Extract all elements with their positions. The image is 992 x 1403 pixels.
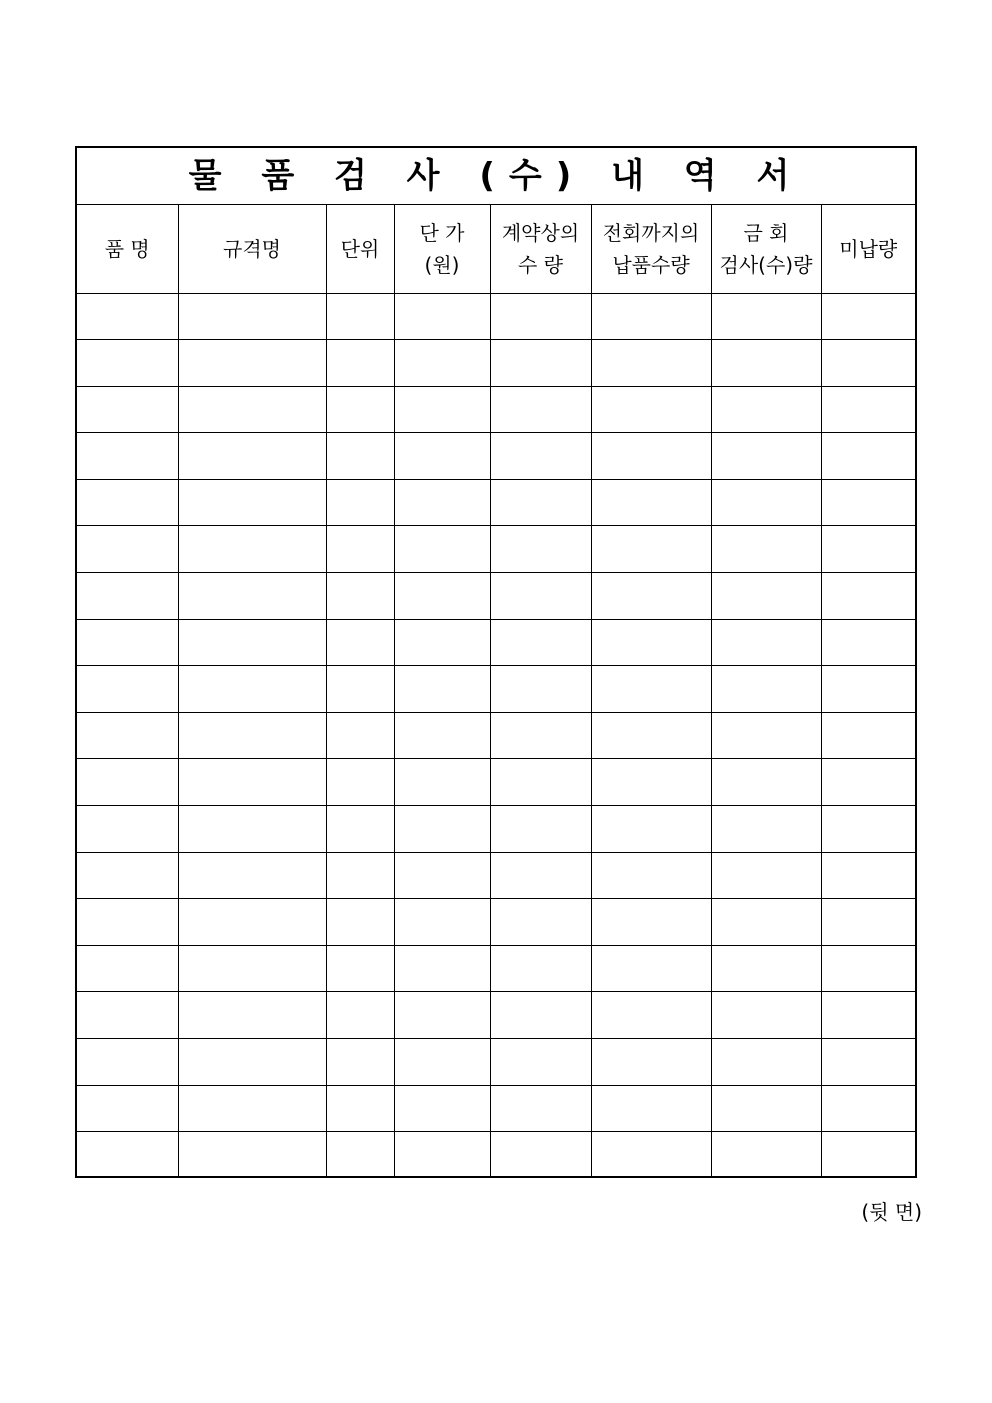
cell-prev-delivered-qty[interactable] (591, 340, 711, 387)
col-header-prev-delivered-qty: 전회까지의 납품수량 (591, 205, 711, 293)
inspection-table (77, 205, 915, 1178)
cell-unit[interactable] (326, 1132, 394, 1179)
cell-unit[interactable] (326, 293, 394, 340)
cell-prev-delivered-qty[interactable] (591, 479, 711, 526)
cell-unit[interactable] (326, 386, 394, 433)
cell-item-name[interactable] (77, 619, 178, 666)
cell-unit[interactable] (326, 899, 394, 946)
cell-spec-name[interactable] (178, 573, 326, 620)
cell-spec-name[interactable] (178, 1132, 326, 1179)
cell-unit[interactable] (326, 992, 394, 1039)
cell-spec-name[interactable] (178, 1085, 326, 1132)
cell-item-name[interactable] (77, 1085, 178, 1132)
cell-unit-price[interactable] (394, 899, 490, 946)
col-header-contract-qty: 계약상의 수 량 (490, 205, 591, 293)
cell-unit[interactable] (326, 526, 394, 573)
cell-unit[interactable] (326, 852, 394, 899)
cell-unit-price[interactable] (394, 479, 490, 526)
col-header-current-inspection-qty: 금 회 검사(수)량 (711, 205, 821, 293)
cell-contract-qty[interactable] (490, 1132, 591, 1179)
table-row (77, 945, 915, 992)
cell-undelivered-qty[interactable] (821, 293, 915, 340)
cell-item-name[interactable] (77, 340, 178, 387)
form-title-row (77, 148, 915, 205)
cell-current-inspection-qty[interactable] (711, 899, 821, 946)
cell-contract-qty[interactable] (490, 619, 591, 666)
cell-item-name[interactable] (77, 712, 178, 759)
table-row (77, 433, 915, 480)
cell-undelivered-qty[interactable] (821, 899, 915, 946)
cell-current-inspection-qty[interactable] (711, 666, 821, 713)
cell-unit-price[interactable] (394, 526, 490, 573)
cell-contract-qty[interactable] (490, 293, 591, 340)
cell-undelivered-qty[interactable] (821, 340, 915, 387)
cell-unit[interactable] (326, 619, 394, 666)
cell-unit[interactable] (326, 1085, 394, 1132)
cell-unit[interactable] (326, 1039, 394, 1086)
cell-undelivered-qty[interactable] (821, 433, 915, 480)
cell-unit-price[interactable] (394, 852, 490, 899)
cell-unit[interactable] (326, 666, 394, 713)
cell-unit[interactable] (326, 759, 394, 806)
table-row (77, 992, 915, 1039)
table-row (77, 1132, 915, 1179)
cell-unit-price[interactable] (394, 573, 490, 620)
cell-prev-delivered-qty[interactable] (591, 945, 711, 992)
cell-item-name[interactable] (77, 806, 178, 853)
cell-item-name[interactable] (77, 1132, 178, 1179)
cell-undelivered-qty[interactable] (821, 479, 915, 526)
page-side-note: (뒷 면) (861, 1200, 922, 1224)
cell-spec-name[interactable] (178, 526, 326, 573)
cell-undelivered-qty[interactable] (821, 526, 915, 573)
cell-prev-delivered-qty[interactable] (591, 712, 711, 759)
table-row (77, 619, 915, 666)
cell-prev-delivered-qty[interactable] (591, 1039, 711, 1086)
cell-current-inspection-qty[interactable] (711, 759, 821, 806)
table-row (77, 759, 915, 806)
cell-spec-name[interactable] (178, 619, 326, 666)
cell-item-name[interactable] (77, 433, 178, 480)
col-header-item-name: 품 명 (77, 205, 178, 293)
cell-contract-qty[interactable] (490, 573, 591, 620)
cell-contract-qty[interactable] (490, 340, 591, 387)
cell-prev-delivered-qty[interactable] (591, 759, 711, 806)
cell-current-inspection-qty[interactable] (711, 479, 821, 526)
cell-current-inspection-qty[interactable] (711, 852, 821, 899)
table-row (77, 573, 915, 620)
col-header-spec-name: 규격명 (178, 205, 326, 293)
cell-current-inspection-qty[interactable] (711, 619, 821, 666)
cell-item-name[interactable] (77, 1039, 178, 1086)
cell-current-inspection-qty[interactable] (711, 573, 821, 620)
cell-prev-delivered-qty[interactable] (591, 619, 711, 666)
col-header-undelivered-qty: 미납량 (821, 205, 915, 293)
cell-prev-delivered-qty[interactable] (591, 293, 711, 340)
table-row (77, 1085, 915, 1132)
cell-spec-name[interactable] (178, 340, 326, 387)
cell-prev-delivered-qty[interactable] (591, 992, 711, 1039)
cell-prev-delivered-qty[interactable] (591, 899, 711, 946)
cell-current-inspection-qty[interactable] (711, 712, 821, 759)
cell-contract-qty[interactable] (490, 386, 591, 433)
table-row (77, 293, 915, 340)
col-header-unit: 단위 (326, 205, 394, 293)
cell-item-name[interactable] (77, 573, 178, 620)
cell-item-name[interactable] (77, 759, 178, 806)
cell-unit[interactable] (326, 712, 394, 759)
cell-unit[interactable] (326, 433, 394, 480)
cell-contract-qty[interactable] (490, 712, 591, 759)
table-row (77, 386, 915, 433)
cell-item-name[interactable] (77, 899, 178, 946)
cell-contract-qty[interactable] (490, 1039, 591, 1086)
table-header-row (77, 205, 915, 293)
cell-contract-qty[interactable] (490, 806, 591, 853)
cell-contract-qty[interactable] (490, 945, 591, 992)
cell-undelivered-qty[interactable] (821, 852, 915, 899)
cell-unit-price[interactable] (394, 1039, 490, 1086)
cell-spec-name[interactable] (178, 806, 326, 853)
cell-spec-name[interactable] (178, 852, 326, 899)
cell-unit[interactable] (326, 479, 394, 526)
cell-unit[interactable] (326, 573, 394, 620)
cell-current-inspection-qty[interactable] (711, 433, 821, 480)
cell-unit-price[interactable] (394, 666, 490, 713)
cell-prev-delivered-qty[interactable] (591, 386, 711, 433)
cell-contract-qty[interactable] (490, 1085, 591, 1132)
cell-prev-delivered-qty[interactable] (591, 1132, 711, 1179)
cell-unit[interactable] (326, 806, 394, 853)
table-body (77, 293, 915, 1178)
cell-item-name[interactable] (77, 992, 178, 1039)
cell-unit-price[interactable] (394, 992, 490, 1039)
cell-spec-name[interactable] (178, 666, 326, 713)
cell-prev-delivered-qty[interactable] (591, 666, 711, 713)
cell-prev-delivered-qty[interactable] (591, 526, 711, 573)
cell-unit-price[interactable] (394, 293, 490, 340)
cell-undelivered-qty[interactable] (821, 806, 915, 853)
cell-undelivered-qty[interactable] (821, 992, 915, 1039)
cell-unit-price[interactable] (394, 759, 490, 806)
cell-spec-name[interactable] (178, 945, 326, 992)
cell-item-name[interactable] (77, 945, 178, 992)
cell-item-name[interactable] (77, 666, 178, 713)
cell-current-inspection-qty[interactable] (711, 1039, 821, 1086)
cell-current-inspection-qty[interactable] (711, 1132, 821, 1179)
cell-current-inspection-qty[interactable] (711, 992, 821, 1039)
cell-spec-name[interactable] (178, 433, 326, 480)
table-row (77, 666, 915, 713)
cell-spec-name[interactable] (178, 386, 326, 433)
inspection-form (75, 146, 917, 1178)
cell-spec-name[interactable] (178, 1039, 326, 1086)
cell-spec-name[interactable] (178, 479, 326, 526)
cell-contract-qty[interactable] (490, 899, 591, 946)
table-row (77, 526, 915, 573)
cell-undelivered-qty[interactable] (821, 666, 915, 713)
cell-spec-name[interactable] (178, 899, 326, 946)
cell-contract-qty[interactable] (490, 852, 591, 899)
cell-prev-delivered-qty[interactable] (591, 573, 711, 620)
col-header-unit-price: 단 가 (원) (394, 205, 490, 293)
cell-current-inspection-qty[interactable] (711, 1085, 821, 1132)
cell-current-inspection-qty[interactable] (711, 340, 821, 387)
table-row (77, 852, 915, 899)
cell-item-name[interactable] (77, 293, 178, 340)
cell-spec-name[interactable] (178, 712, 326, 759)
cell-unit-price[interactable] (394, 1085, 490, 1132)
cell-unit-price[interactable] (394, 806, 490, 853)
cell-contract-qty[interactable] (490, 666, 591, 713)
cell-spec-name[interactable] (178, 759, 326, 806)
cell-undelivered-qty[interactable] (821, 712, 915, 759)
cell-contract-qty[interactable] (490, 526, 591, 573)
cell-unit-price[interactable] (394, 433, 490, 480)
table-row (77, 806, 915, 853)
cell-item-name[interactable] (77, 386, 178, 433)
cell-undelivered-qty[interactable] (821, 1039, 915, 1086)
table-row (77, 479, 915, 526)
cell-unit-price[interactable] (394, 340, 490, 387)
table-row (77, 899, 915, 946)
cell-unit-price[interactable] (394, 619, 490, 666)
cell-item-name[interactable] (77, 479, 178, 526)
cell-undelivered-qty[interactable] (821, 386, 915, 433)
cell-prev-delivered-qty[interactable] (591, 433, 711, 480)
cell-item-name[interactable] (77, 852, 178, 899)
cell-undelivered-qty[interactable] (821, 1085, 915, 1132)
cell-unit[interactable] (326, 945, 394, 992)
table-row (77, 712, 915, 759)
cell-undelivered-qty[interactable] (821, 573, 915, 620)
cell-undelivered-qty[interactable] (821, 945, 915, 992)
cell-contract-qty[interactable] (490, 433, 591, 480)
cell-current-inspection-qty[interactable] (711, 945, 821, 992)
cell-unit[interactable] (326, 340, 394, 387)
cell-spec-name[interactable] (178, 992, 326, 1039)
cell-undelivered-qty[interactable] (821, 759, 915, 806)
cell-contract-qty[interactable] (490, 992, 591, 1039)
cell-undelivered-qty[interactable] (821, 1132, 915, 1179)
cell-item-name[interactable] (77, 526, 178, 573)
cell-contract-qty[interactable] (490, 759, 591, 806)
table-row (77, 1039, 915, 1086)
cell-unit-price[interactable] (394, 386, 490, 433)
cell-unit-price[interactable] (394, 712, 490, 759)
cell-undelivered-qty[interactable] (821, 619, 915, 666)
cell-contract-qty[interactable] (490, 479, 591, 526)
form-title: 물 품 검 사 (수) 내 역 서 (188, 156, 804, 196)
cell-unit-price[interactable] (394, 1132, 490, 1179)
cell-current-inspection-qty[interactable] (711, 386, 821, 433)
cell-current-inspection-qty[interactable] (711, 526, 821, 573)
cell-unit-price[interactable] (394, 945, 490, 992)
cell-current-inspection-qty[interactable] (711, 806, 821, 853)
cell-prev-delivered-qty[interactable] (591, 1085, 711, 1132)
table-row (77, 340, 915, 387)
cell-prev-delivered-qty[interactable] (591, 852, 711, 899)
cell-spec-name[interactable] (178, 293, 326, 340)
cell-prev-delivered-qty[interactable] (591, 806, 711, 853)
cell-current-inspection-qty[interactable] (711, 293, 821, 340)
